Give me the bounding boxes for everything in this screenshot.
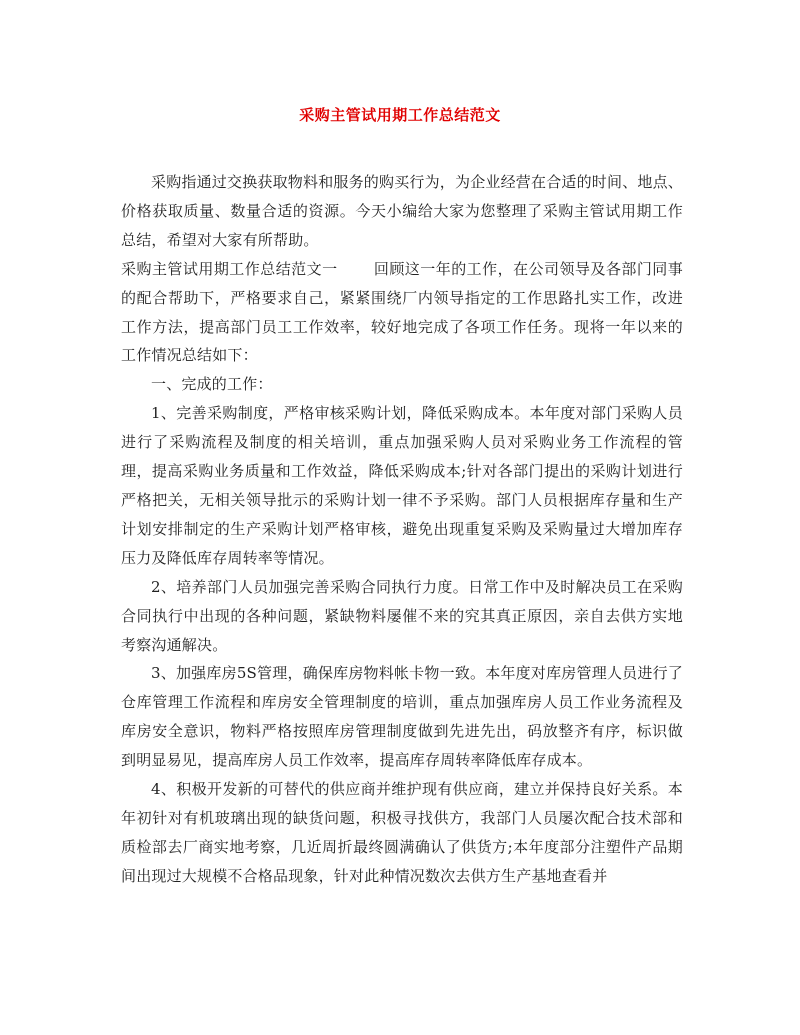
document-title: 采购主管试用期工作总结范文 [299, 106, 501, 124]
item-paragraph-2: 2、培养部门人员加强完善采购合同执行力度。日常工作中及时解决员工在采购合同执行中出现的各种问题，紧缺物料屡催不来的究其真正原因，亲自去供方实地考察沟通解决。 [121, 577, 683, 654]
intro-paragraph: 采购指通过交换获取物料和服务的购买行为，为企业经营在合适的时间、地点、价格获取质量、数量合适的资源。今天小编给大家为您整理了采购主管试用期工作总结，希望对大家有所帮助。 [121, 173, 684, 249]
section-paragraph [121, 255, 683, 371]
item-paragraph-3: 3、加强库房5S管理，确保库房物料帐卡物一致。本年度对库房管理人员进行了仓库管理工作流程和库房安全管理制度的培训，重点加强库房人员工作业务流程及库房安全意识，物料严格按照库房管理制度做到先进先出，码放整齐有序，标识做到明显易见，提高库房人员工作效率，提高库存周转率降低库存成本。 [121, 664, 683, 770]
section-heading: 采购主管试用期工作总结范文一 [121, 259, 338, 278]
document-body [121, 168, 683, 891]
section-lead: 回顾这一年的工作，在公司领导及各部门同事的配合帮助下，严格要求自己，紧紧围绕厂内领导指定的工作思路扎实工作，改进工作方法，提高部门员工工作效率，较好地完成了各项工作任务。现将一年以来的工作情况总结如下： [121, 259, 683, 365]
subheading-completed-work: 一、完成的工作： [151, 375, 273, 394]
item-paragraph-1: 1、完善采购制度，严格审核采购计划，降低采购成本。本年度对部门采购人员进行了采购流程及制度的相关培训，重点加强采购人员对采购业务工作流程的管理，提高采购业务质量和工作效益，降低采购成本;针对各部门提出的采购计划进行严格把关，无相关领导批示的采购计划一律不予采购。部门人员根据库存量和生产计划安排制定的生产采购计划严格审核，避免出现重复采购及采购量过大增加库存压力及降低库存周转率等情况。 [121, 404, 683, 567]
item-paragraph-4: 4、积极开发新的可替代的供应商并维护现有供应商，建立并保持良好关系。本年初针对有机玻璃出现的缺货问题，积极寻找供方，我部门人员屡次配合技术部和质检部去厂商实地考察，几近周折最终圆满确认了供货方;本年度部分注塑件产品期间出现过大规模不合格品现象，针对此种情况数次去供方生产基地查看并 [121, 780, 683, 885]
